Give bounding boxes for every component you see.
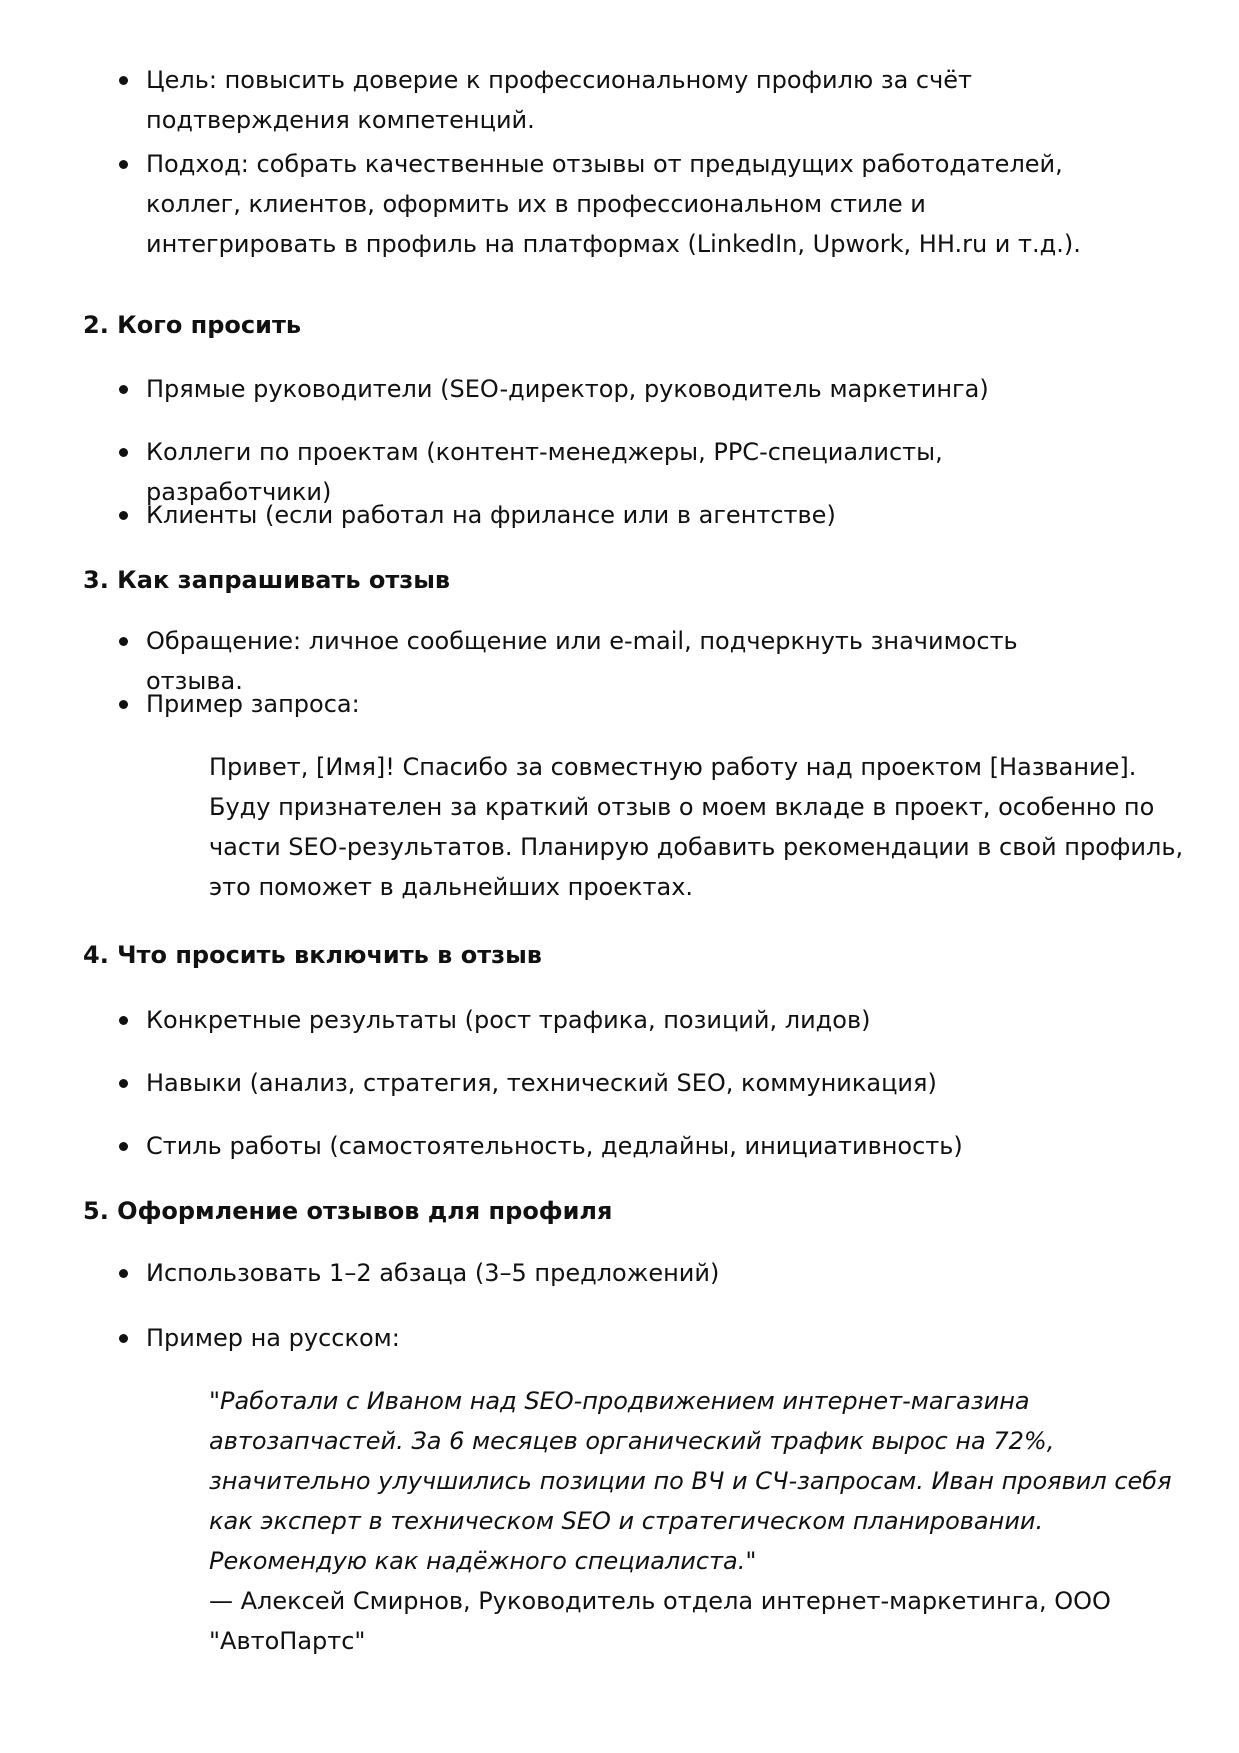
request-example-text [209,747,1184,907]
list-item-contact: Обращение: личное сообщение или e-mail, подчеркнуть значимость отзыва. [146,621,1106,701]
testimonial-line: "Работали с Иваном над SEO-продвижением интернет-магазина [209,1387,1030,1415]
section-heading-formatting: 5. Оформление отзывов для профиля [83,1197,613,1225]
list-item-goal: Цель: повысить доверие к профессиональному профилю за счёт подтверждения компетенций. [146,60,1106,140]
request-example-line: это поможет в дальнейших проектах. [209,873,694,901]
testimonial-line: автозапчастей. За 6 месяцев органический трафик вырос на 72%, [209,1427,1055,1455]
list-item-length: Использовать 1–2 абзаца (3–5 предложений) [146,1253,1106,1293]
testimonial-line: значительно улучшились позиции по ВЧ и СЧ-запросам. Иван проявил себя [209,1467,1172,1495]
testimonial-attribution: — Алексей Смирнов, Руководитель отдела интернет-маркетинга, ООО [209,1587,1111,1615]
testimonial-example [209,1381,1172,1661]
testimonial-line: как эксперт в техническом SEO и стратегическом планировании. [209,1507,1044,1535]
list-item-skills: Навыки (анализ, стратегия, технический SEO, коммуникация) [146,1063,1106,1103]
request-example-line: Привет, [Имя]! Спасибо за совместную работу над проектом [Название]. [209,753,1137,781]
section-heading-how-to-request: 3. Как запрашивать отзыв [83,566,451,594]
list-item-managers: Прямые руководители (SEO-директор, руководитель маркетинга) [146,369,1106,409]
testimonial-attribution: "АвтоПартс" [209,1627,366,1655]
testimonial-line: Рекомендую как надёжного специалиста." [209,1547,757,1575]
request-example-line: части SEO-результатов. Планирую добавить рекомендации в свой профиль, [209,833,1184,861]
list-item-russian-example: Пример на русском: [146,1318,1106,1358]
list-item-request-example: Пример запроса: [146,684,1106,724]
section-heading-who-to-ask: 2. Кого просить [83,311,302,339]
list-item-colleagues: Коллеги по проектам (контент-менеджеры, PPC-специалисты, разработчики) [146,432,1106,512]
list-item-work-style: Стиль работы (самостоятельность, дедлайны, инициативность) [146,1126,1106,1166]
request-example-line: Буду признателен за краткий отзыв о моем вкладе в проект, особенно по [209,793,1155,821]
section-heading-what-to-include: 4. Что просить включить в отзыв [83,941,542,969]
list-item-results: Конкретные результаты (рост трафика, позиций, лидов) [146,1000,1106,1040]
list-item-approach: Подход: собрать качественные отзывы от предыдущих работодателей, коллег, клиентов, оформить их в профессиональном стиле и интегрировать в профиль на платформах (LinkedIn, Upwork, HH.ru и т.д.). [146,144,1106,264]
list-item-clients: Клиенты (если работал на фрилансе или в агентстве) [146,495,1106,535]
